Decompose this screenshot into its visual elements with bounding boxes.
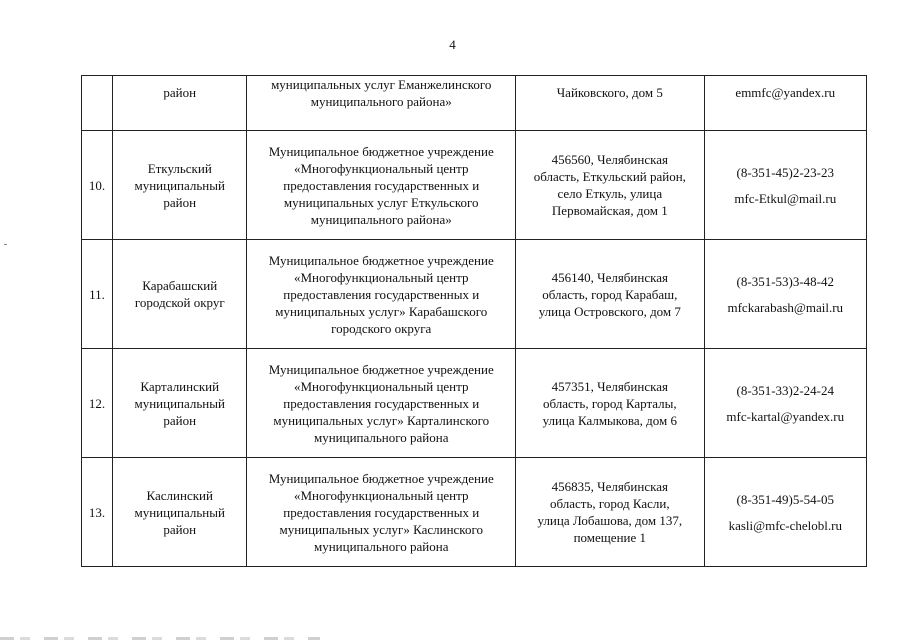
organization-line: «Многофункциональный центр: [293, 269, 469, 285]
organization-cell: [247, 131, 516, 240]
contact-cell: [704, 458, 866, 567]
organization-cell: [247, 240, 516, 349]
district-line: Карабашский: [142, 278, 218, 293]
organization-line: муниципальных услуг» Каслинского: [279, 521, 483, 537]
organization-line: муниципального района: [314, 429, 449, 445]
address-cell: [516, 458, 704, 567]
address-cell: [516, 349, 704, 458]
district-line: муниципальный: [134, 504, 225, 520]
district-cell: [113, 76, 247, 131]
organization-line: муниципальных услуг» Карабашского: [275, 303, 488, 319]
organization-line: Муниципальное бюджетное учреждение: [268, 252, 494, 268]
row-number: 12.: [82, 349, 113, 458]
organization-line: «Многофункциональный центр: [293, 378, 469, 394]
district-line: Карталинский: [140, 378, 220, 394]
email-text: mfc-kartal@yandex.ru: [726, 408, 845, 424]
address-line: область, город Карталы,: [542, 395, 677, 411]
table-row: [82, 131, 867, 240]
email-text: mfc-Etkul@mail.ru: [734, 190, 837, 206]
table-row: [82, 240, 867, 349]
address-line: село Еткуль, улица: [557, 186, 663, 201]
address-line: область, город Касли,: [549, 496, 670, 511]
district-line: район: [163, 85, 197, 100]
contact-cell: [704, 76, 866, 131]
contact-cell: [704, 240, 866, 349]
organization-cell: [247, 458, 516, 567]
organization-line: «Многофункциональный центр: [293, 160, 469, 176]
organization-line: «Многофункциональный центр: [293, 487, 469, 503]
district-line: район: [163, 412, 197, 428]
address-cell: [516, 131, 704, 240]
scan-artifact-mark: [4, 244, 7, 245]
table-row: [82, 458, 867, 567]
address-line: Первомайская, дом 1: [551, 203, 668, 218]
district-line: Еткульский: [147, 160, 212, 176]
district-line: Каслинский: [146, 487, 213, 503]
organization-line: муниципального района»: [310, 211, 452, 227]
organization-cell: [247, 349, 516, 458]
email-text: mfckarabash@mail.ru: [727, 299, 844, 315]
contact-cell: [704, 131, 866, 240]
organization-line: Муниципальное бюджетное учреждение: [268, 470, 494, 486]
phone-text: (8-351-45)2-23-23: [736, 164, 835, 180]
organization-line: предоставления государственных и: [283, 504, 480, 520]
page-number: 4: [449, 37, 456, 52]
district-line: муниципальный: [134, 177, 225, 193]
contact-cell: [704, 349, 866, 458]
district-cell: [113, 240, 247, 349]
email-text: kasli@mfc-chelobl.ru: [728, 517, 842, 533]
address-line: 456835, Челябинская: [551, 479, 668, 494]
organization-line: муниципального района: [314, 538, 449, 554]
address-line: 456140, Челябинская: [551, 269, 668, 285]
organization-line: муниципального района»: [310, 94, 452, 109]
organization-line: муниципальных услуг» Карталинского: [273, 412, 490, 428]
phone-text: (8-351-33)2-24-24: [736, 382, 835, 398]
district-cell: [113, 349, 247, 458]
district-line: район: [163, 521, 197, 537]
district-cell: [113, 458, 247, 567]
organization-line: муниципальных услуг Еманжелинского: [271, 77, 492, 92]
email-text: emmfc@yandex.ru: [735, 85, 836, 100]
organization-cell: [247, 76, 516, 131]
district-line: городской округ: [134, 295, 225, 310]
address-cell: [516, 240, 704, 349]
organization-line: предоставления государственных и: [283, 286, 480, 302]
organization-line: муниципальных услуг Еткульского: [283, 194, 479, 210]
organization-line: городского округа: [331, 320, 432, 336]
address-line: помещение 1: [573, 530, 647, 545]
address-line: 456560, Челябинская: [551, 152, 668, 167]
organization-line: предоставления государственных и: [283, 177, 480, 193]
address-line: улица Калмыкова, дом 6: [542, 412, 678, 428]
phone-text: (8-351-49)5-54-05: [736, 491, 835, 507]
organization-line: Муниципальное бюджетное учреждение: [268, 361, 494, 377]
address-line: улица Лобашова, дом 137,: [537, 513, 683, 528]
row-number: [82, 76, 113, 131]
table-row: [82, 349, 867, 458]
row-number: 11.: [82, 240, 113, 349]
row-number: 10.: [82, 131, 113, 240]
address-line: Чайковского, дом 5: [556, 85, 663, 100]
district-line: муниципальный: [134, 395, 225, 411]
address-line: 457351, Челябинская: [551, 378, 668, 394]
district-cell: [113, 131, 247, 240]
row-number: 13.: [82, 458, 113, 567]
address-cell: [516, 76, 704, 131]
organization-line: предоставления государственных и: [283, 395, 480, 411]
table-row: [82, 76, 867, 131]
mfc-table: [81, 75, 867, 567]
address-line: область, Еткульский район,: [533, 169, 686, 184]
organization-line: Муниципальное бюджетное учреждение: [268, 143, 494, 159]
address-line: улица Островского, дом 7: [538, 303, 681, 319]
district-line: район: [163, 194, 197, 210]
phone-text: (8-351-53)3-48-42: [736, 273, 835, 289]
address-line: область, город Карабаш,: [542, 286, 678, 302]
